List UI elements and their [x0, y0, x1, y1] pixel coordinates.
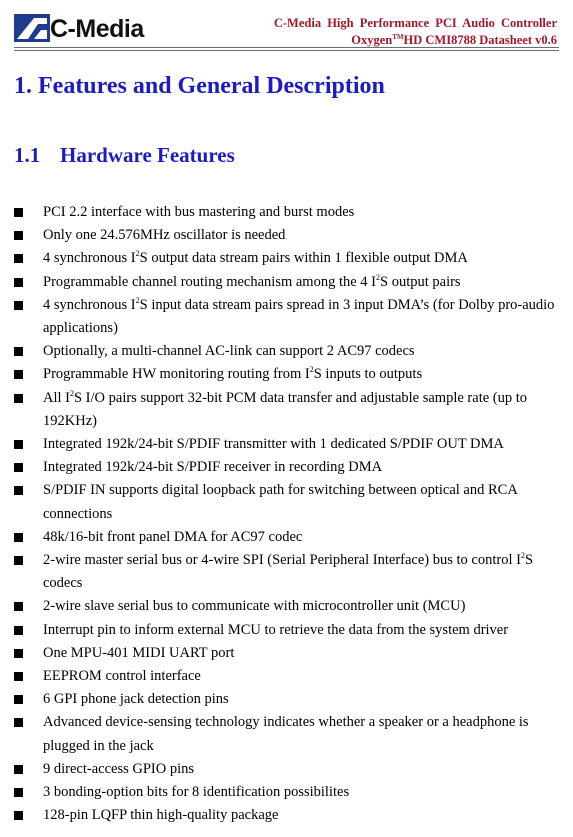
subsection-heading [14, 141, 235, 169]
square-bullet-icon [14, 533, 23, 542]
feature-item: 9 direct-access GPIO pins [0, 758, 573, 781]
feature-item: Integrated 192k/24-bit S/PDIF receiver in recording DMA [0, 456, 573, 479]
feature-list [0, 201, 573, 827]
feature-item: 3 bonding-option bits for 8 identification possibilites [0, 781, 573, 804]
page-header [0, 0, 573, 50]
feature-item: Advanced device-sensing technology indicates whether a speaker or a headphone is plugged in the jack [0, 711, 573, 757]
square-bullet-icon [14, 208, 23, 217]
feature-item: All $I^2S$ I/O pairs support 32-bit PCM data transfer and adjustable sample rate (up to 192KHz) [0, 387, 573, 433]
square-bullet-icon [14, 254, 23, 263]
feature-item: Optionally, a multi-channel AC-link can support 2 AC97 codecs [0, 340, 573, 363]
header-rule-bottom [14, 50, 559, 51]
header-title-line1: C-Media High Performance PCI Audio Controller [273, 16, 557, 30]
c-media-logo-icon [14, 14, 50, 42]
subsection-number: 1.1 [14, 143, 41, 167]
square-bullet-icon [14, 811, 23, 820]
square-bullet-icon [14, 301, 23, 310]
square-bullet-icon [14, 440, 23, 449]
header-title-line2: Oxygen™HD CMI8788 Datasheet v0.6 [351, 33, 557, 48]
document-title [274, 16, 557, 47]
square-bullet-icon [14, 718, 23, 727]
feature-item: S/PDIF IN supports digital loopback path for switching between optical and RCA connections [0, 479, 573, 525]
square-bullet-icon [14, 672, 23, 681]
square-bullet-icon [14, 463, 23, 472]
square-bullet-icon [14, 556, 23, 565]
feature-item: One MPU-401 MIDI UART port [0, 642, 573, 665]
subsection-title: Hardware Features [60, 143, 235, 167]
square-bullet-icon [14, 486, 23, 495]
feature-item: PCI 2.2 interface with bus mastering and burst modes [0, 201, 573, 224]
feature-item: Only one 24.576MHz oscillator is needed [0, 224, 573, 247]
feature-item: 6 GPI phone jack detection pins [0, 688, 573, 711]
section-heading: 1. Features and General Description [14, 73, 385, 99]
logo-text: C-Media [50, 15, 144, 43]
header-rule-top [14, 47, 559, 48]
square-bullet-icon [14, 626, 23, 635]
square-bullet-icon [14, 765, 23, 774]
feature-item: Integrated 192k/24-bit S/PDIF transmitter with 1 dedicated S/PDIF OUT DMA [0, 433, 573, 456]
feature-item: 4 synchronous $I^2S$ input data stream pairs spread in 3 input DMA’s (for Dolby pro-audio applications) [0, 294, 573, 340]
square-bullet-icon [14, 370, 23, 379]
feature-item: EEPROM control interface [0, 665, 573, 688]
feature-item: 4 synchronous $I^2S$ output data stream pairs within 1 flexible output DMA [0, 247, 573, 270]
feature-item: 2-wire master serial bus or 4-wire SPI (Serial Peripheral Interface) bus to control $I^2S$ codecs [0, 549, 573, 595]
square-bullet-icon [14, 649, 23, 658]
square-bullet-icon [14, 394, 23, 403]
feature-item: Interrupt pin to inform external MCU to retrieve the data from the system driver [0, 619, 573, 642]
square-bullet-icon [14, 347, 23, 356]
feature-item: 48k/16-bit front panel DMA for AC97 codec [0, 526, 573, 549]
square-bullet-icon [14, 602, 23, 611]
feature-item: Programmable channel routing mechanism among the 4 $I^2S$ output pairs [0, 271, 573, 294]
square-bullet-icon [14, 278, 23, 287]
feature-item: 128-pin LQFP thin high-quality package [0, 804, 573, 827]
square-bullet-icon [14, 788, 23, 797]
feature-item: Programmable HW monitoring routing from $I^2S$ inputs to outputs [0, 363, 573, 386]
feature-item: 2-wire slave serial bus to communicate with microcontroller unit (MCU) [0, 595, 573, 618]
square-bullet-icon [14, 695, 23, 704]
square-bullet-icon [14, 231, 23, 240]
